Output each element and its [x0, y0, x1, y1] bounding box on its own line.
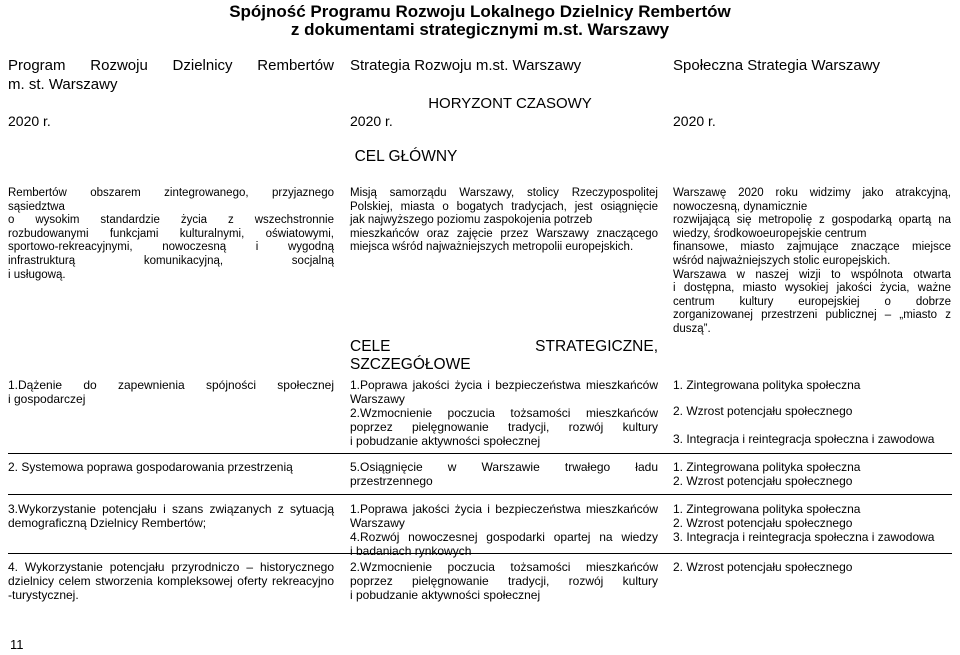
- specific-goals-heading-line2: SZCZEGÓŁOWE: [350, 356, 471, 373]
- main-goal-col2-line: Polskiej, miasta o bogatych tradycjach, jest osiągnięcie: [350, 200, 658, 213]
- main-goal-col3-line: finansowe, miasto zajmujące znaczące miejsce: [673, 241, 951, 254]
- row-divider: [8, 494, 952, 495]
- row3-col3-line: 2. Wzrost potencjału społecznego: [673, 516, 853, 530]
- main-goal-col3-line: centrum kultury europejskiej o dobrze: [673, 295, 951, 308]
- main-goal-col3-line: duszą”.: [673, 322, 711, 335]
- specific-goals-heading-line1: CELE STRATEGICZNE,: [350, 338, 658, 355]
- main-goal-col1-line: Rembertów obszarem zintegrowanego, przyjaznego: [8, 187, 334, 199]
- row2-col2-line: 5.Osiągnięcie w Warszawie trwałego ładu: [350, 460, 658, 474]
- main-goal-col1-line: rozbudowanymi funkcjami kulturalnymi, oświatowymi,: [8, 227, 334, 240]
- row2-col3: [673, 460, 860, 488]
- row3-col1: [8, 502, 334, 530]
- row1-col3-item1: 1. Zintegrowana polityka społeczna: [673, 378, 861, 392]
- main-goal-heading: CEL GŁÓWNY: [354, 148, 458, 165]
- row1-col2-line: 2.Wzmocnienie poczucia tożsamości mieszkańców: [350, 406, 658, 420]
- row3-col3-line: 3. Integracja i reintegracja społeczna i zawodowa: [673, 530, 935, 544]
- main-goal-col3-line: nowoczesną, dynamicznie: [673, 200, 808, 213]
- col2-year: 2020 r.: [350, 113, 393, 129]
- main-goal-col1-line: sąsiedztwa: [8, 200, 65, 213]
- row1-col2-line: Warszawy: [350, 392, 405, 406]
- row4-col1-line: 4. Wykorzystanie potencjału przyrodniczo – historycznego: [8, 560, 334, 574]
- main-goal-col2-line: mieszkańców oraz zajęcie przez Warszawy znaczącego: [350, 227, 658, 240]
- row1-col1-line: 1.Dążenie do zapewnienia spójności społecznej: [8, 378, 334, 392]
- main-goal-col1-line: infrastrukturą komunikacyjną, socjalną: [8, 254, 334, 267]
- main-goal-col3-line: i dostępna, miasto wysokiej jakości życia, ważne: [673, 282, 951, 295]
- row4-col2: [350, 560, 658, 602]
- row4-col1-line: -turystycznej.: [8, 588, 79, 602]
- main-goal-col2-line: miejsca wśród najważniejszych metropolii europejskich.: [350, 241, 634, 254]
- row1-col2-line: i pobudzanie aktywności społecznej: [350, 434, 541, 448]
- row3-col2-line: i badaniach rynkowych: [350, 544, 472, 558]
- main-goal-col3-line: zorganizowanej przestrzeni publicznej – „miasto z: [673, 309, 951, 322]
- time-horizon-heading: HORYZONT CZASOWY: [428, 95, 592, 112]
- main-goal-col2-line: jak najwyższego poziomu zaspokojenia potrzeb: [350, 214, 593, 227]
- row1-col1: [8, 378, 334, 406]
- main-goal-col3-line: Warszawę 2020 roku widzimy jako atrakcyjną,: [673, 187, 951, 199]
- row1-col2-line: 1.Poprawa jakości życia i bezpieczeństwa mieszkańców: [350, 378, 658, 392]
- row4-col1: [8, 560, 334, 602]
- col2-header: Strategia Rozwoju m.st. Warszawy: [350, 57, 582, 74]
- page-number: 11: [10, 637, 24, 652]
- main-goal-col2-line: Misją samorządu Warszawy, stolicy Rzeczypospolitej: [350, 187, 658, 199]
- main-goal-col3-line: rozwijającą się metropolię z gospodarką opartą na: [673, 214, 951, 227]
- main-goal-col1: [8, 187, 334, 282]
- row3-col2: [350, 502, 658, 558]
- row3-col3: [673, 502, 934, 544]
- row3-col1-line: demograficzną Dzielnicy Rembertów;: [8, 516, 207, 530]
- row3-col2-line: 1.Poprawa jakości życia i bezpieczeństwa mieszkańców: [350, 502, 658, 516]
- main-goal-col3-line: wśród najważniejszych stolic europejskich.: [673, 254, 891, 267]
- main-goal-col1-line: i usługową.: [8, 268, 66, 281]
- row1-col2-line: poprzez pielęgnowanie tradycji, rozwój kultury: [350, 420, 658, 434]
- row3-col2-line: 4.Rozwój nowoczesnej gospodarki opartej na wiedzy: [350, 530, 658, 544]
- row2-col1: 2. Systemowa poprawa gospodarowania przestrzenią: [8, 460, 293, 474]
- main-goal-col2: [350, 187, 658, 255]
- col3-year: 2020 r.: [673, 113, 716, 129]
- col1-header-line1: Program Rozwoju Dzielnicy Rembertów: [8, 57, 334, 74]
- row1-col3-item3: 3. Integracja i reintegracja społeczna i zawodowa: [673, 432, 935, 446]
- main-goal-col1-line: sportowo-rekreacyjnymi, nowoczesną i wygodną: [8, 241, 334, 254]
- row2-col2: [350, 460, 658, 488]
- col1-header-line2: m. st. Warszawy: [8, 76, 118, 93]
- row4-col2-line: poprzez pielęgnowanie tradycji, rozwój kultury: [350, 574, 658, 588]
- row2-col3-line: 1. Zintegrowana polityka społeczna: [673, 460, 861, 474]
- row1-col1-line: i gospodarczej: [8, 392, 86, 406]
- row-divider: [8, 553, 952, 554]
- main-goal-col3: [673, 187, 951, 337]
- row3-col3-line: 1. Zintegrowana polityka społeczna: [673, 502, 861, 516]
- row1-col3-item2: 2. Wzrost potencjału społecznego: [673, 404, 853, 418]
- row-divider: [8, 453, 952, 454]
- row4-col2-line: 2.Wzmocnienie poczucia tożsamości mieszkańców: [350, 560, 658, 574]
- row4-col3: 2. Wzrost potencjału społecznego: [673, 560, 853, 574]
- document-title-line2: z dokumentami strategicznymi m.st. Warszawy: [290, 20, 670, 39]
- row4-col1-line: dzielnicy celem stworzenia kompleksowej oferty rekreacyjno: [8, 574, 334, 588]
- col3-header: Społeczna Strategia Warszawy: [673, 57, 881, 74]
- row1-col2: [350, 378, 658, 448]
- col1-year: 2020 r.: [8, 113, 51, 129]
- main-goal-col3-line: Warszawa w naszej wizji to wspólnota otwarta: [673, 268, 951, 281]
- row4-col2-line: i pobudzanie aktywności społecznej: [350, 588, 541, 602]
- main-goal-col3-line: wiedzy, środkowoeuropejskie centrum: [673, 227, 867, 240]
- row2-col3-line: 2. Wzrost potencjału społecznego: [673, 474, 853, 488]
- document-title-line1: Spójność Programu Rozwoju Lokalnego Dzielnicy Rembertów: [229, 2, 731, 21]
- row2-col2-line: przestrzennego: [350, 474, 433, 488]
- main-goal-col1-line: o wysokim standardzie życia z wszechstronnie: [8, 214, 334, 227]
- row3-col2-line: Warszawy: [350, 516, 405, 530]
- row3-col1-line: 3.Wykorzystanie potencjału i szans związanych z sytuacją: [8, 502, 334, 516]
